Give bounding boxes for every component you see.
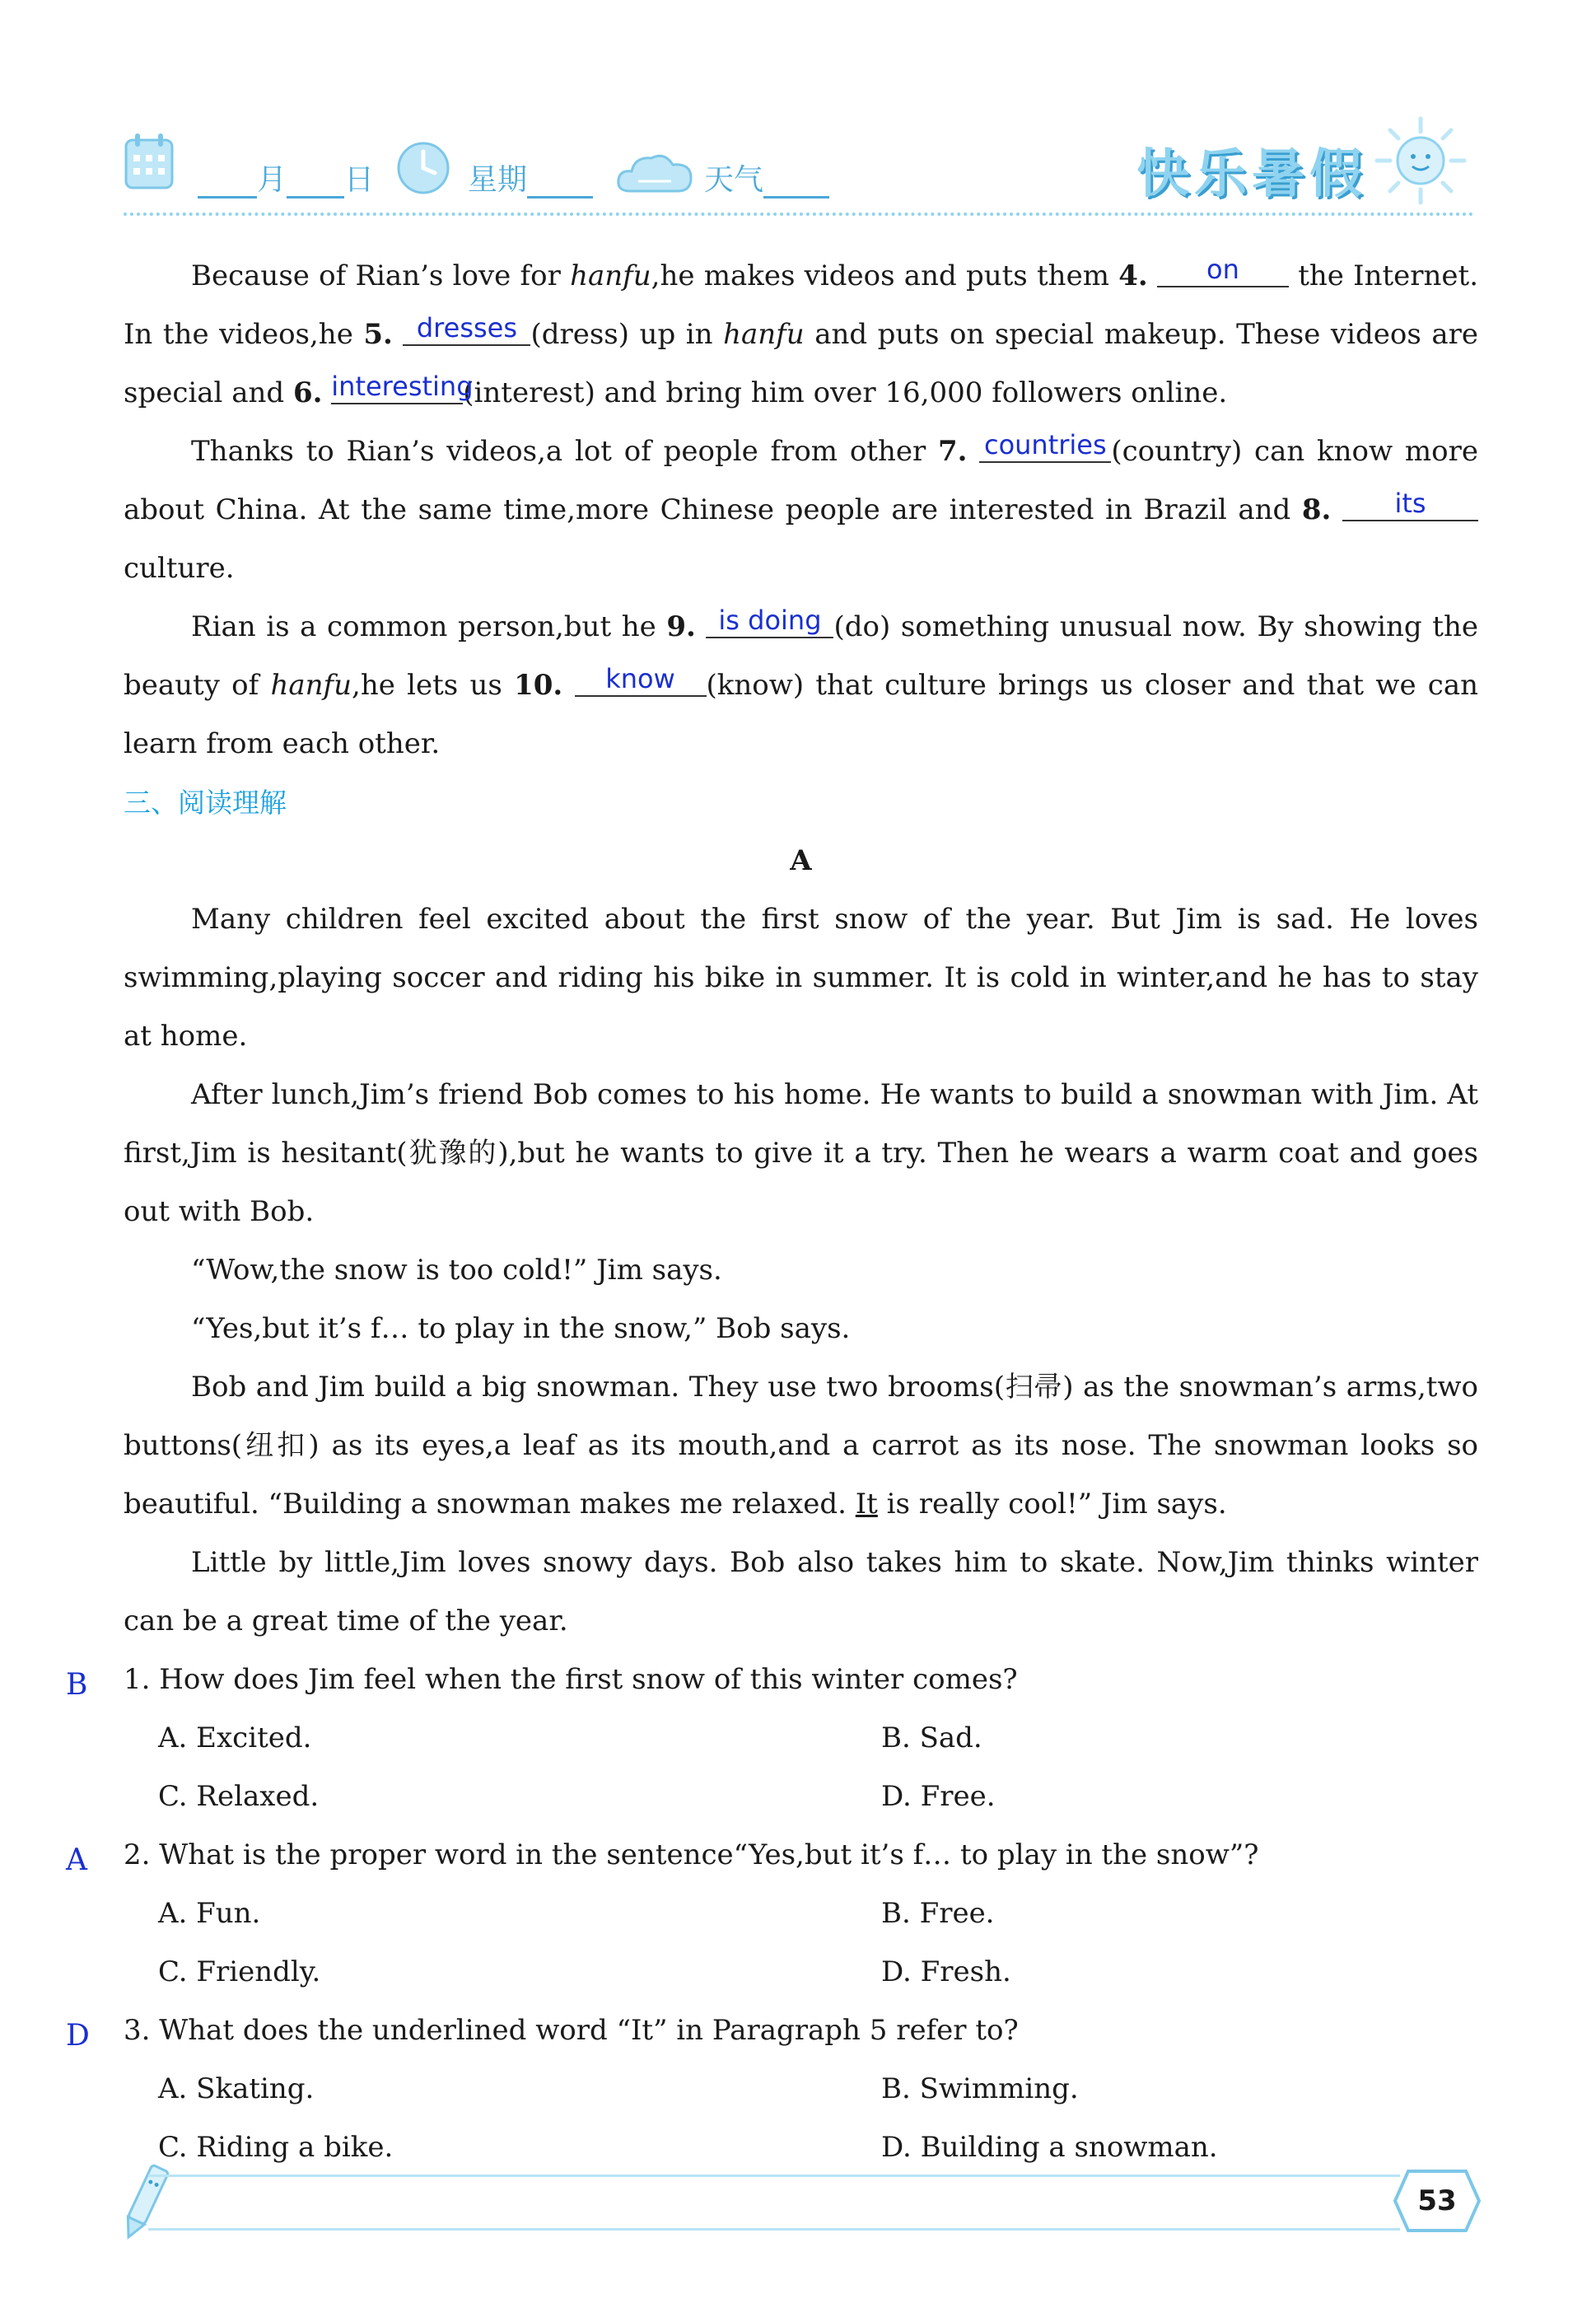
blank-number-7: 7.	[938, 435, 968, 468]
question-1-options	[124, 1709, 1478, 1826]
answer-blank-8[interactable]: its	[1342, 487, 1478, 521]
question-1-answer[interactable]: B	[66, 1668, 88, 1702]
option-a[interactable]: A. Fun.	[158, 1897, 261, 1930]
question-3-options	[124, 2060, 1478, 2177]
page-number: 53	[1417, 2184, 1457, 2217]
option-a[interactable]: A. Excited.	[158, 1721, 312, 1754]
footer-rule-top	[148, 2175, 1400, 2177]
blank-number-4: 4.	[1118, 259, 1148, 292]
page-header	[115, 115, 1482, 222]
option-d[interactable]: D. Fresh.	[881, 1955, 1011, 1988]
option-d[interactable]: D. Building a snowman.	[881, 2131, 1218, 2164]
answer-blank-10[interactable]: know	[575, 662, 707, 697]
question-2	[66, 1826, 1478, 2002]
weekday-field	[468, 156, 593, 199]
question-3-stem: 3. What does the underlined word “It” in Paragraph 5 refer to?	[124, 2014, 1019, 2047]
section-title: 三、阅读理解	[124, 787, 287, 819]
question-2-options	[124, 1885, 1478, 2002]
question-3	[66, 2002, 1478, 2177]
brand-title: 快乐暑假	[1136, 144, 1367, 205]
option-c[interactable]: C. Riding a bike.	[158, 2131, 394, 2164]
clock-icon	[395, 140, 451, 196]
date-field	[198, 156, 374, 199]
option-b[interactable]: B. Swimming.	[881, 2072, 1079, 2105]
weather-field	[704, 156, 829, 199]
calendar-icon	[124, 132, 175, 191]
header-divider	[124, 213, 1474, 216]
month-label: 月	[257, 163, 287, 197]
blank-number-10: 10.	[514, 669, 563, 702]
cloud-icon	[614, 148, 696, 198]
option-c[interactable]: C. Relaxed.	[158, 1780, 320, 1813]
question-2-stem: 2. What is the proper word in the sentence“Yes,but it’s f… to play in the snow”?	[124, 1838, 1259, 1871]
answer-blank-7[interactable]: countries	[979, 428, 1111, 463]
option-c[interactable]: C. Friendly.	[158, 1955, 321, 1988]
answer-blank-9[interactable]: is doing	[706, 604, 833, 638]
question-3-answer[interactable]: D	[66, 2019, 90, 2053]
cloze-paragraph-2: Thanks to Rian’s videos,a lot of people from other 7. countries (country) can know more about China. At the same time,more Chinese people are interested in Brazil and 8. its culture.	[124, 429, 1479, 585]
option-d[interactable]: D. Free.	[881, 1780, 996, 1813]
answer-blank-4[interactable]: on	[1157, 253, 1289, 287]
blank-number-5: 5.	[363, 318, 393, 351]
blank-number-6: 6.	[292, 376, 323, 409]
cloze-paragraph-3: Rian is a common person,but he 9. is doing (do) something unusual now. By showing the beauty of hanfu,he lets us 10. know (know) that culture brings us closer and that we can learn from each other.	[124, 605, 1479, 760]
question-2-answer[interactable]: A	[66, 1843, 87, 1877]
passage-label: A	[790, 844, 812, 877]
passage-paragraph-4: “Yes,but it’s f… to play in the snow,” Bob says.	[191, 1312, 851, 1345]
option-a[interactable]: A. Skating.	[158, 2072, 315, 2105]
blank-number-9: 9.	[666, 610, 696, 643]
page-content	[66, 247, 1479, 2177]
passage-paragraph-2: After lunch,Jim’s friend Bob comes to his home. He wants to build a snowman with Jim. At first,Jim is hesitant(犹豫的),but he wants to give it a try. Then he wears a warm coat and goes out with Bob.	[124, 1078, 1478, 1228]
option-b[interactable]: B. Free.	[881, 1897, 995, 1930]
option-b[interactable]: B. Sad.	[881, 1721, 982, 1754]
sun-icon	[1367, 115, 1474, 206]
question-1	[66, 1651, 1478, 1826]
answer-blank-6[interactable]: interesting	[331, 370, 463, 404]
cloze-paragraph-1: Because of Rian’s love for hanfu,he makes videos and puts them 4. on the Internet. In the videos,he 5. dresses (dress) up in hanfu and puts on special makeup. These videos are special and 6. interesting(interest) and bring him over 16,000 followers online.	[124, 254, 1479, 409]
underlined-word: It	[855, 1488, 878, 1521]
footer-rule-bottom	[148, 2228, 1400, 2231]
weekday-label: 星期	[468, 163, 528, 197]
passage-paragraph-6: Little by little,Jim loves snowy days. Bob also takes him to skate. Now,Jim thinks winter can be a great time of the year.	[124, 1546, 1478, 1637]
answer-blank-5[interactable]: dresses	[403, 311, 530, 346]
passage-paragraph-1: Many children feel excited about the first snow of the year. But Jim is sad. He loves swimming,playing soccer and riding his bike in summer. It is cold in winter,and he has to stay at home.	[124, 903, 1478, 1053]
question-1-stem: 1. How does Jim feel when the first snow of this winter comes?	[124, 1663, 1018, 1696]
pencil-icon	[115, 2156, 173, 2247]
passage-paragraph-5: Bob and Jim build a big snowman. They use two brooms(扫帚) as the snowman’s arms,two buttons(纽扣) as its eyes,a leaf as its mouth,and a carrot as its nose. The snowman looks so beautiful. “Building a snowman makes me relaxed. It is really cool!” Jim says.	[124, 1371, 1478, 1521]
day-label: 日	[344, 163, 375, 197]
weather-label: 天气	[704, 163, 764, 197]
blank-number-8: 8.	[1301, 493, 1332, 526]
passage-paragraph-3: “Wow,the snow is too cold!” Jim says.	[191, 1254, 722, 1287]
